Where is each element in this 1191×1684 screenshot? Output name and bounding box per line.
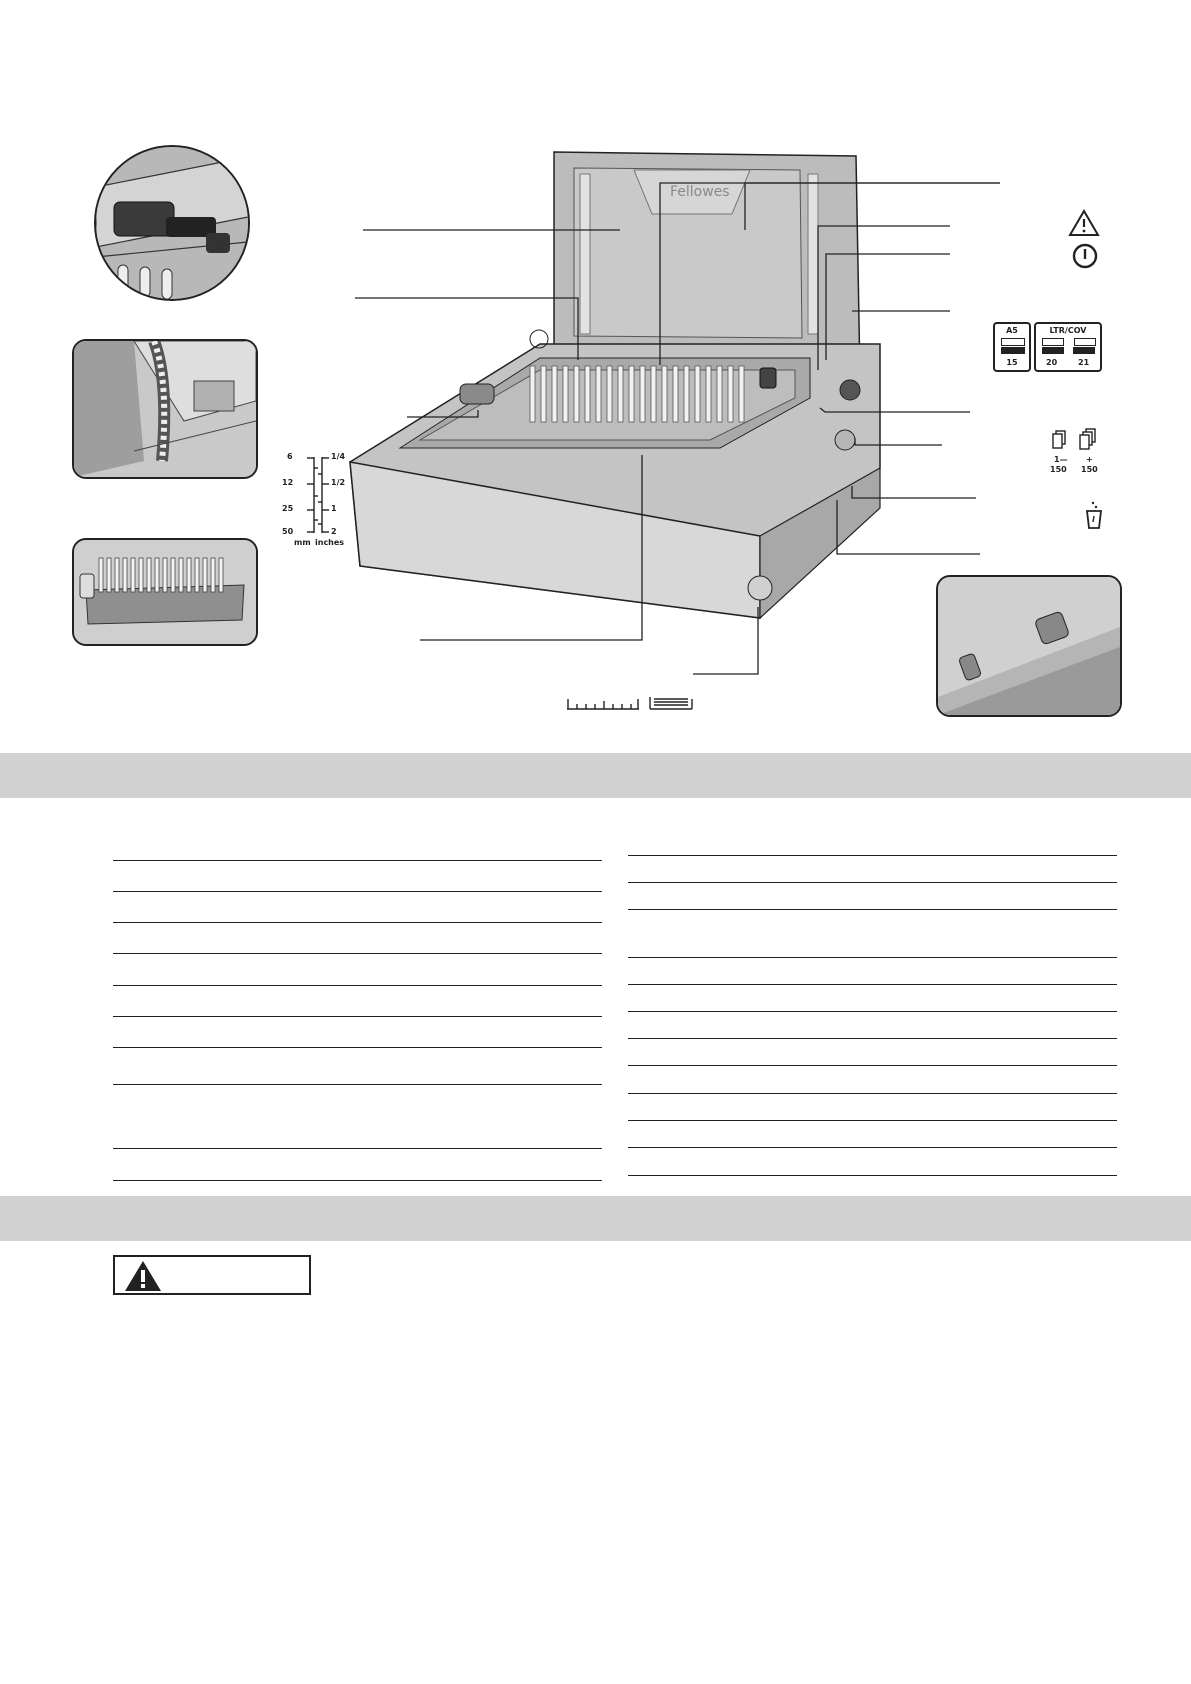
sheet-count-left-bottom: 150 [1050,465,1067,474]
table-row [113,1180,602,1181]
ltr-slot-filled-right [1073,347,1095,354]
power-icon [1071,242,1099,270]
table-row [628,1093,1117,1094]
mm-tick-25: 25 [282,504,294,513]
ruler-icon [566,695,640,711]
single-sheet-stack-icon [1051,430,1067,452]
table-row [628,957,1117,958]
table-row [628,1147,1117,1148]
ltr-slot-open-left [1042,338,1064,346]
table-row [628,1065,1117,1066]
waste-bin-icon [1084,500,1104,530]
section-header-band-safety [0,1196,1191,1241]
table-row [628,882,1117,883]
ltr-cov-label: LTR/COV [1049,326,1087,335]
table-row [113,860,602,861]
table-row [628,909,1117,910]
a5-paper-guide [993,322,1031,372]
table-row [628,1120,1117,1121]
mm-tick-6: 6 [287,452,293,461]
inch-tick-one: 1 [331,504,337,513]
multi-sheet-stack-icon [1077,428,1099,452]
mm-tick-12: 12 [282,478,294,487]
table-row [113,1148,602,1149]
a5-slot-open [1001,338,1025,346]
ltr-cov-paper-guide [1034,322,1102,372]
side-switches-illustration [938,577,1120,715]
ltr-slot-open-right [1074,338,1096,346]
a5-label: A5 [1006,326,1018,335]
inch-tick-half: 1/2 [331,478,346,487]
table-row [628,1038,1117,1039]
table-row [628,855,1117,856]
table-row [113,953,602,954]
measurement-scale [296,454,346,534]
a5-value: 15 [1006,358,1018,367]
table-row [113,1016,602,1017]
warning-triangle-icon [1068,209,1100,237]
table-row [628,1011,1117,1012]
mm-unit-label: mm [294,538,311,547]
table-row [628,1175,1117,1176]
fellowes-logo: Fellowes [670,184,730,200]
table-row [628,984,1117,985]
section-header-band [0,753,1191,798]
safety-warning-box [113,1255,311,1295]
ltr-value-right: 21 [1078,358,1090,367]
mm-tick-50: 50 [282,527,294,536]
table-row [113,1084,602,1085]
sheet-count-right-bottom: 150 [1081,465,1098,474]
table-row [113,985,602,986]
ltr-slot-filled-left [1042,347,1064,354]
table-row [113,922,602,923]
table-row [113,891,602,892]
table-row [113,1047,602,1048]
ltr-value-left: 20 [1046,358,1058,367]
sheet-count-left-top: 1— [1054,455,1068,464]
sheet-count-right-top: + [1086,455,1093,464]
inch-unit-label: inches [315,538,345,547]
inch-tick-two: 2 [331,527,337,536]
detail-inset-side-switches [936,575,1122,717]
a5-slot-filled [1001,347,1025,354]
warning-triangle-icon [123,1259,163,1293]
inch-tick-quarter: 1/4 [331,452,346,461]
comb-spine-icon [648,695,694,711]
